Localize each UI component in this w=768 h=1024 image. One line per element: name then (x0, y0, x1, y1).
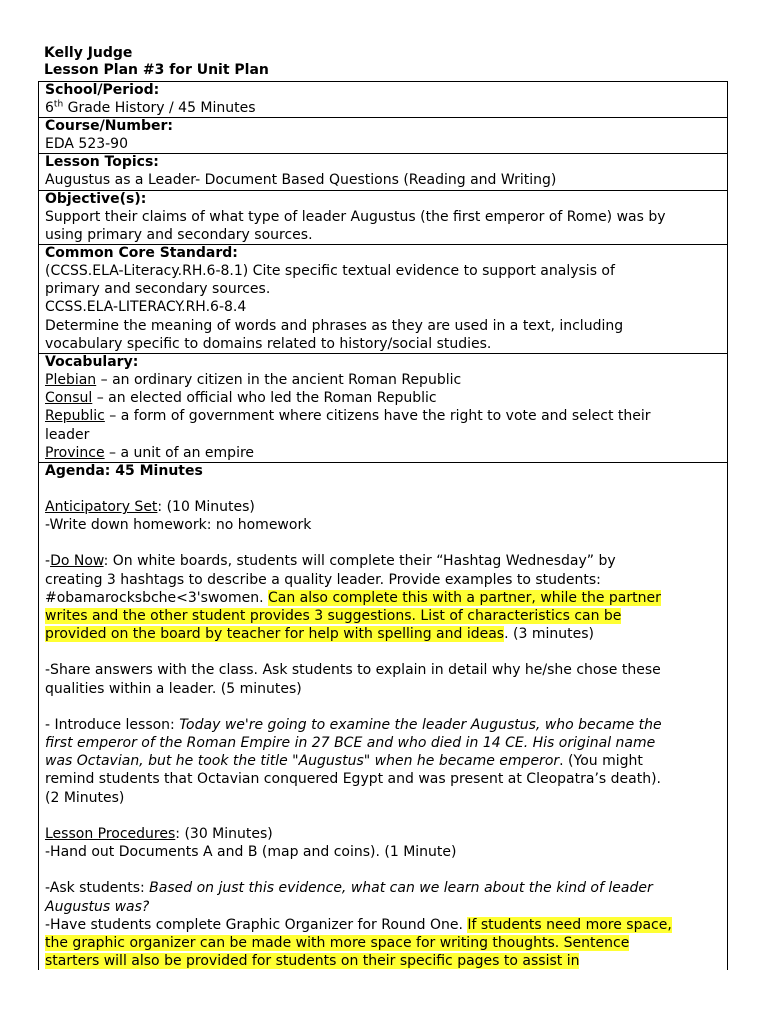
vocab-item (45, 444, 721, 462)
organizer-highlight: the graphic organizer can be made with more space for writing thoughts. Sentence (45, 934, 630, 951)
organizer-highlight: If students need more space, (467, 916, 672, 933)
vocab-definition: – an elected official who led the Roman Republic (92, 390, 437, 407)
organizer-line (45, 934, 721, 952)
vocab-term: Republic (45, 408, 105, 425)
grade-rest: Grade History / 45 Minutes (63, 100, 256, 116)
homework-line: -Write down homework: no homework (45, 517, 312, 534)
vocab-term: Province (45, 444, 105, 461)
author-name: Kelly Judge (44, 45, 133, 61)
grade-suffix: th (53, 99, 64, 110)
intro-italic: was Octavian, but he took the title "Augustus" when he became emperor (45, 753, 560, 770)
share-line: qualities within a leader. (5 minutes) (45, 680, 302, 697)
row-standard (39, 245, 728, 354)
organizer-line (45, 916, 721, 934)
vocab-definition-cont: leader (45, 426, 90, 443)
do-now-highlight: provided on the board by teacher for help with spelling and ideas (45, 626, 505, 643)
objectives-line: Support their claims of what type of leader Augustus (the first emperor of Rome) was by (45, 208, 666, 225)
row-topics (39, 154, 728, 190)
do-now-text: #obamarocksbche<3'swomen. (45, 589, 268, 606)
vocab-definition: – a form of government where citizens have the right to vote and select their (104, 408, 651, 425)
intro-line: (2 Minutes) (45, 789, 125, 806)
procedures-heading (45, 825, 721, 843)
ask-line: Augustus was? (45, 898, 150, 915)
do-now-line (45, 607, 721, 625)
organizer-text: -Have students complete Graphic Organizer for Round One. (45, 916, 468, 933)
intro-line: first emperor of the Roman Empire in 27 BCE and who died in 14 CE. His original name (45, 735, 656, 752)
procedures-time: : (30 Minutes) (175, 825, 273, 842)
row-vocabulary (39, 354, 728, 463)
vocab-term: Consul (45, 390, 93, 407)
school-value (45, 99, 721, 117)
do-now-line (45, 552, 721, 570)
ask-italic: Based on just this evidence, what can we learn about the kind of leader (149, 880, 653, 897)
vocab-definition: – an ordinary citizen in the ancient Roman Republic (96, 372, 462, 389)
objectives-label: Objective(s): (45, 190, 147, 207)
grade-number: 6 (45, 100, 54, 116)
course-value: EDA 523-90 (45, 136, 128, 153)
do-now-text: . (3 minutes) (504, 626, 594, 643)
intro-line (45, 752, 721, 770)
standard-line: Determine the meaning of words and phrases as they are used in a text, including (45, 317, 624, 334)
do-now-highlight: writes and the other student provides 3 suggestions. List of characteristics can be (45, 608, 622, 625)
intro-text: . (You might (559, 753, 643, 770)
standard-line: CCSS.ELA-LITERACY.RH.6-8.4 (45, 299, 247, 316)
intro-line (45, 716, 721, 734)
do-now-title: Do Now (50, 553, 104, 570)
topics-label: Lesson Topics: (45, 154, 159, 171)
do-now-line: creating 3 hashtags to describe a quality leader. Provide examples to students: (45, 571, 601, 588)
lesson-plan-table (38, 81, 728, 970)
standard-line: primary and secondary sources. (45, 281, 271, 298)
do-now-dash: - (45, 553, 51, 570)
topics-value: Augustus as a Leader- Document Based Questions (Reading and Writing) (45, 172, 557, 189)
document-title: Lesson Plan #3 for Unit Plan (44, 62, 269, 78)
do-now-text: : On white boards, students will complete their “Hashtag Wednesday” by (103, 553, 616, 570)
vocab-item (45, 371, 721, 389)
vocabulary-label: Vocabulary: (45, 354, 139, 371)
anticipatory-set-title: Anticipatory Set (45, 499, 158, 516)
objectives-line: using primary and secondary sources. (45, 226, 313, 243)
share-line: -Share answers with the class. Ask students to explain in detail why he/she chose these (45, 662, 661, 679)
ask-text: -Ask students: (45, 880, 150, 897)
vocab-term: Plebian (45, 372, 97, 389)
row-agenda (39, 463, 728, 971)
agenda-label: Agenda: 45 Minutes (45, 463, 203, 480)
lesson-plan-page (38, 45, 728, 970)
standard-label: Common Core Standard: (45, 245, 238, 262)
anticipatory-set-heading (45, 498, 721, 516)
do-now-line (45, 625, 721, 643)
school-label: School/Period: (45, 82, 160, 98)
ask-line (45, 879, 721, 897)
standard-line: (CCSS.ELA-Literacy.RH.6-8.1) Cite specific textual evidence to support analysis of (45, 263, 615, 280)
row-objectives (39, 190, 728, 244)
intro-line: remind students that Octavian conquered Egypt and was present at Cleopatra’s death). (45, 771, 661, 788)
intro-text: - Introduce lesson: (45, 716, 180, 733)
vocab-item (45, 389, 721, 407)
handout-line: -Hand out Documents A and B (map and coins). (1 Minute) (45, 844, 457, 861)
procedures-title: Lesson Procedures (45, 825, 176, 842)
anticipatory-set-time: : (10 Minutes) (157, 499, 255, 516)
course-label: Course/Number: (45, 118, 173, 135)
standard-line: vocabulary specific to domains related to history/social studies. (45, 335, 492, 352)
organizer-highlight: starters will also be provided for students on their specific pages to assist in (45, 953, 580, 970)
do-now-line (45, 589, 721, 607)
vocab-definition: – a unit of an empire (104, 444, 255, 461)
organizer-line (45, 952, 721, 970)
do-now-highlight: Can also complete this with a partner, while the partner (267, 589, 661, 606)
vocab-item (45, 407, 721, 425)
intro-italic: Today we're going to examine the leader Augustus, who became the (179, 716, 662, 733)
row-course (39, 118, 728, 154)
row-school (39, 82, 728, 118)
